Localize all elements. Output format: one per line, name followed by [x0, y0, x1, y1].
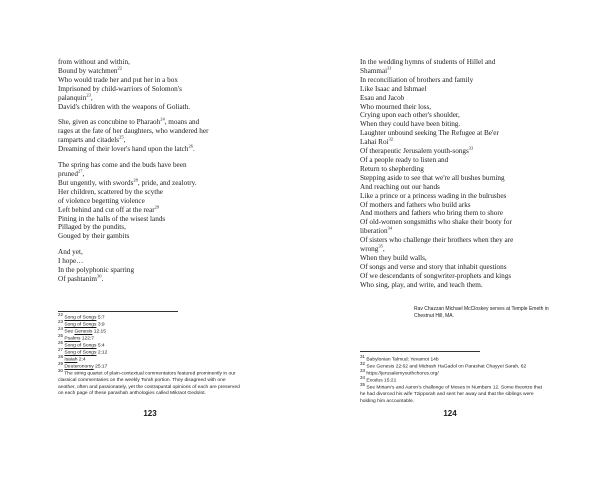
- stanza: [58, 248, 293, 284]
- poem-line: She, given as concubine to Pharaoh$^{24}$, moans and: [58, 117, 200, 127]
- footnote: $^{27}$ Song of Songs 2:12: [58, 347, 108, 356]
- stanza: [58, 161, 293, 241]
- footnote: $^{28}$ Isaiah 2:4: [58, 354, 86, 363]
- author-bio: Rav Chazzan Michael McCloskey serves at Temple Emeth in Chestnut Hill, MA.: [414, 306, 549, 319]
- poem-line: In the polyphonic sparring: [58, 266, 135, 275]
- scripture-link[interactable]: Song of Songs: [64, 322, 97, 328]
- footnote-marker[interactable]: 28: [133, 177, 138, 183]
- poem-line: Crying upon each other's shoulder,: [360, 111, 460, 120]
- poem-line: liberation$^{34}$: [360, 225, 393, 236]
- footnote: $^{24}$ See Genesis 12:15: [58, 326, 106, 335]
- footnote: $^{33}$ https://jerusalemyouthchorus.org/: [360, 368, 439, 377]
- poem-line: Bound by watchmen$^{22}$: [58, 65, 122, 75]
- poem-line: In reconciliation of brothers and family: [360, 75, 474, 84]
- poem-line: Dreaming of their lover's hand upon the latch$^{26}$.: [58, 143, 195, 154]
- footnote-marker[interactable]: 26: [188, 143, 193, 149]
- poem-line: Imprisoned by child-warriors of Solomon's: [58, 84, 182, 93]
- footnote-marker[interactable]: 25: [119, 134, 124, 140]
- poem-line: David's children with the weapons of Goliath.: [58, 102, 191, 111]
- poem-line: Of we descendants of songwriter-prophets and kings: [360, 271, 512, 280]
- footnote-marker[interactable]: 34: [387, 225, 393, 231]
- footnote-marker[interactable]: 30: [96, 273, 102, 279]
- poem-line: Stepping aside to see that we're all bushes burning: [360, 173, 505, 182]
- poem-line: Like a prince or a princess wading in the bulrushes: [360, 191, 507, 200]
- poem-line: Of mothers and fathers who build arks: [360, 200, 471, 209]
- poem-line: When they could have been biting.: [360, 120, 461, 129]
- footnote: $^{25}$ Psalms 122:7: [58, 333, 95, 342]
- poem-line: ramparts and citadels$^{25}$,: [58, 134, 126, 145]
- right-page: [300, 0, 600, 480]
- poem-line: In the wedding hymns of students of Hillel and: [360, 58, 496, 66]
- footnote-marker[interactable]: 35: [378, 243, 383, 249]
- poem-line: And yet,: [58, 248, 83, 257]
- poem-line: Who mourned their loss,: [360, 102, 432, 111]
- poem-line: pruned$^{27}$,: [58, 168, 85, 178]
- poem-line: The spring has come and the buds have been: [58, 161, 187, 170]
- poem-line: Left behind and cut off at the rear$^{29}$: [58, 204, 160, 214]
- scripture-link[interactable]: Deuteronomy: [64, 364, 94, 370]
- poem-line: Of a people ready to listen and: [360, 155, 449, 164]
- footnote: $^{23}$ Song of Songs 3:9: [58, 319, 105, 328]
- poem-line: Gouged by their gambits: [58, 232, 130, 241]
- footnote-divider: [360, 351, 480, 352]
- poem-line: Like Isaac and Ishmael: [360, 84, 427, 93]
- scripture-link[interactable]: Song of Songs: [64, 350, 97, 356]
- footnote: $^{29}$ Deuteronomy 25:17: [58, 361, 108, 370]
- poem-line: Of songs and verse and story that inhabit questions: [360, 262, 507, 271]
- footnote-marker[interactable]: 32: [388, 136, 394, 142]
- poem-line: But ungently, with swords$^{28}$, pride, and zealotry.: [58, 177, 197, 187]
- footnote-marker[interactable]: 24: [160, 117, 165, 123]
- poem-line: Pillaged by the pundits,: [58, 223, 126, 232]
- poem-line: palanquin$^{23}$,: [58, 92, 93, 102]
- footnote: $^{32}$ See Genesis 22:62 and Midrash HaGadol on Parashat Chayyei Sarah, 62: [360, 361, 527, 370]
- stanza: [360, 58, 595, 290]
- url-link[interactable]: https://jerusalemyouthchorus.org/: [366, 371, 439, 377]
- page-number: 124: [443, 409, 457, 418]
- footnote: $^{26}$ Song of Songs 5:4: [58, 340, 105, 349]
- footnote: $^{30}$ The string quartet of plain-contextual commentators featured prominently in our classical commentaries on the weekly Torah portion. They disagreed with one another, often and passionately, yet the contrapuntal opinions of each are preserved on each page of these parashah anthologies called Mikraot Gedolot.: [58, 368, 240, 397]
- poem-line: wrong$^{35}$,: [360, 243, 385, 254]
- footnote-marker[interactable]: 31: [387, 65, 392, 71]
- poem-line: Her children, scattered by the scythe: [58, 187, 163, 196]
- scripture-link[interactable]: Genesis: [74, 329, 93, 335]
- poem-line: Of old-women songsmiths who shake their booty for: [360, 218, 512, 227]
- footnotes: [360, 354, 545, 405]
- poem-line: Lahai Roi$^{32}$: [360, 136, 394, 147]
- footnote-marker[interactable]: 33: [468, 145, 474, 151]
- page-number: 123: [143, 409, 157, 418]
- scripture-link[interactable]: Psalms: [64, 336, 81, 342]
- poem-line: Who would trade her and put her in a box: [58, 75, 178, 84]
- scripture-link[interactable]: Song of Songs: [64, 343, 97, 349]
- footnote: $^{35}$ See Miriam's and Aaron's challenge of Moses in Numbers 12. Some theorize that he had divorced his wife Tzipporah and sent her away and that the siblings were holding him accountable.: [360, 382, 542, 404]
- footnote-marker[interactable]: 23: [86, 92, 91, 98]
- footnote-marker[interactable]: 27: [77, 168, 83, 174]
- poem-line: rages at the fate of her daughters, who wandered her: [58, 127, 209, 136]
- poem-line: Esau and Jacob: [360, 93, 405, 102]
- poem-line: of violence begetting violence: [58, 196, 145, 205]
- poem-text: [58, 58, 293, 291]
- poem-text: [360, 58, 595, 297]
- scripture-link[interactable]: Song of Songs: [64, 315, 97, 321]
- footnote: $^{34}$ Exodus 15:21: [360, 375, 397, 384]
- poem-line: from without and within,: [58, 58, 130, 66]
- poem-line: Pining in the halls of the wisest lands: [58, 214, 166, 223]
- footnote-marker[interactable]: 22: [117, 65, 122, 71]
- footnote: $^{22}$ Song of Songs 5:7: [58, 312, 105, 321]
- poem-line: Return to shepherding: [360, 164, 424, 173]
- footnote-divider: [58, 311, 178, 312]
- footnote: $^{31}$ Babylonian Talmud: Yevamot 14b: [360, 354, 439, 363]
- poem-line: Of therapeutic Jerusalem youth-songs$^{33}$: [360, 145, 474, 156]
- poem-line: Laughter unbound seeking The Refugee at Be'er: [360, 129, 499, 138]
- poem-line: Of sisters who challenge their brothers when they are: [360, 236, 514, 245]
- stanza: [58, 118, 293, 154]
- footnote-marker[interactable]: 29: [154, 204, 160, 210]
- footnotes: [58, 312, 243, 398]
- poem-line: Shammai$^{31}$: [360, 65, 392, 75]
- poem-line: I hope…: [58, 257, 84, 266]
- scripture-link[interactable]: Isaiah: [64, 357, 78, 363]
- poem-line: And mothers and fathers who bring them to shore: [360, 209, 503, 218]
- poem-line: Of pashtanim$^{30}$.: [58, 273, 104, 283]
- poem-line: And reaching out our hands: [360, 182, 440, 191]
- poem-line: Who sing, play, and write, and teach them.: [360, 280, 483, 289]
- stanza: [58, 58, 293, 111]
- poem-line: When they build walls,: [360, 253, 427, 262]
